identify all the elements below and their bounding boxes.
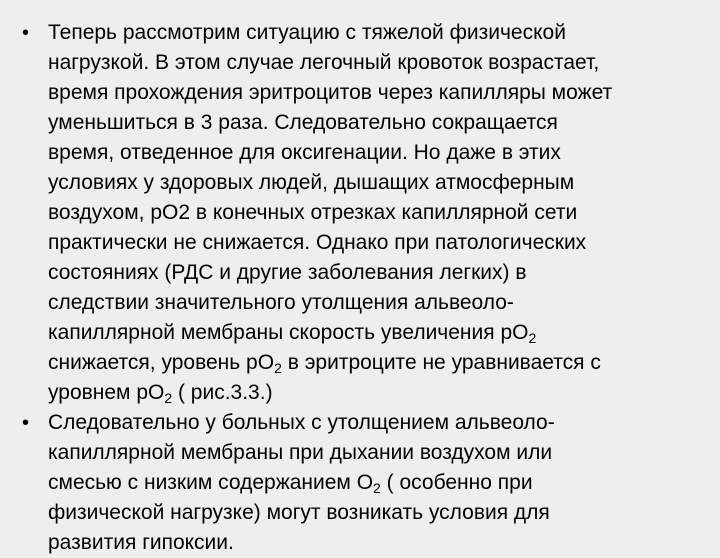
text-line (48, 228, 710, 258)
text-line (48, 108, 710, 138)
text-segment: смесью с низким содержанием О (48, 471, 374, 494)
text-segment: время прохождения эритроцитов через капилляры может (48, 81, 613, 104)
text-line (48, 288, 710, 318)
text-segment: Теперь рассмотрим ситуацию с тяжелой физической (48, 21, 566, 44)
bullet-list (20, 18, 710, 558)
text-segment: практически не снижается. Однако при патологических (48, 231, 587, 254)
text-segment: в эритроците не уравнивается с (281, 351, 601, 374)
text-segment: состояниях (РДС и другие заболевания легких) в (48, 261, 527, 284)
text-line (48, 318, 710, 348)
text-line (48, 348, 710, 378)
text-segment: Следовательно у больных с утолщением альвеоло- (48, 411, 555, 434)
text-line (48, 258, 710, 288)
text-line (48, 168, 710, 198)
text-line (48, 438, 710, 468)
text-segment: физической нагрузке) могут возникать условия для (48, 501, 550, 524)
text-segment: ( особенно при (380, 471, 533, 494)
text-segment: следствии значительного утолщения альвеоло- (48, 291, 514, 314)
text-segment: развития гипоксии. (48, 531, 234, 554)
text-line (48, 468, 710, 498)
text-line (48, 18, 710, 48)
text-line (48, 498, 710, 528)
text-line (48, 408, 710, 438)
subscript: 2 (164, 390, 173, 406)
text-segment: уменьшиться в 3 раза. Следовательно сокращается (48, 111, 558, 134)
subscript: 2 (274, 360, 282, 376)
bullet-text (48, 18, 710, 408)
text-segment: ( рис.3.3.) (172, 381, 273, 404)
text-segment: нагрузкой. В этом случае легочный кровоток возрастает, (48, 51, 600, 74)
text-line (48, 528, 710, 558)
bullet-item-1 (20, 18, 710, 408)
text-segment: капиллярной мембраны при дыхании воздухом или (48, 441, 553, 464)
bullet-icon: • (22, 412, 30, 434)
text-line (48, 198, 710, 228)
text-line (48, 48, 710, 78)
bullet-icon: • (22, 22, 30, 44)
bullet-item-2 (20, 408, 710, 558)
subscript: 2 (373, 480, 381, 496)
text-segment: условиях у здоровых людей, дышащих атмосферным (48, 171, 575, 194)
text-segment: уровнем рО (48, 381, 165, 404)
text-line (48, 378, 710, 408)
subscript: 2 (528, 330, 537, 346)
text-line (48, 138, 710, 168)
text-segment: капиллярной мембраны скорость увеличения рО (48, 321, 529, 344)
bullet-text (48, 408, 710, 558)
text-segment: снижается, уровень рО (48, 351, 275, 374)
text-segment: воздухом, рО2 в конечных отрезках капиллярной сети (48, 201, 578, 224)
text-line (48, 78, 710, 108)
text-segment: время, отведенное для оксигенации. Но даже в этих (48, 141, 561, 164)
